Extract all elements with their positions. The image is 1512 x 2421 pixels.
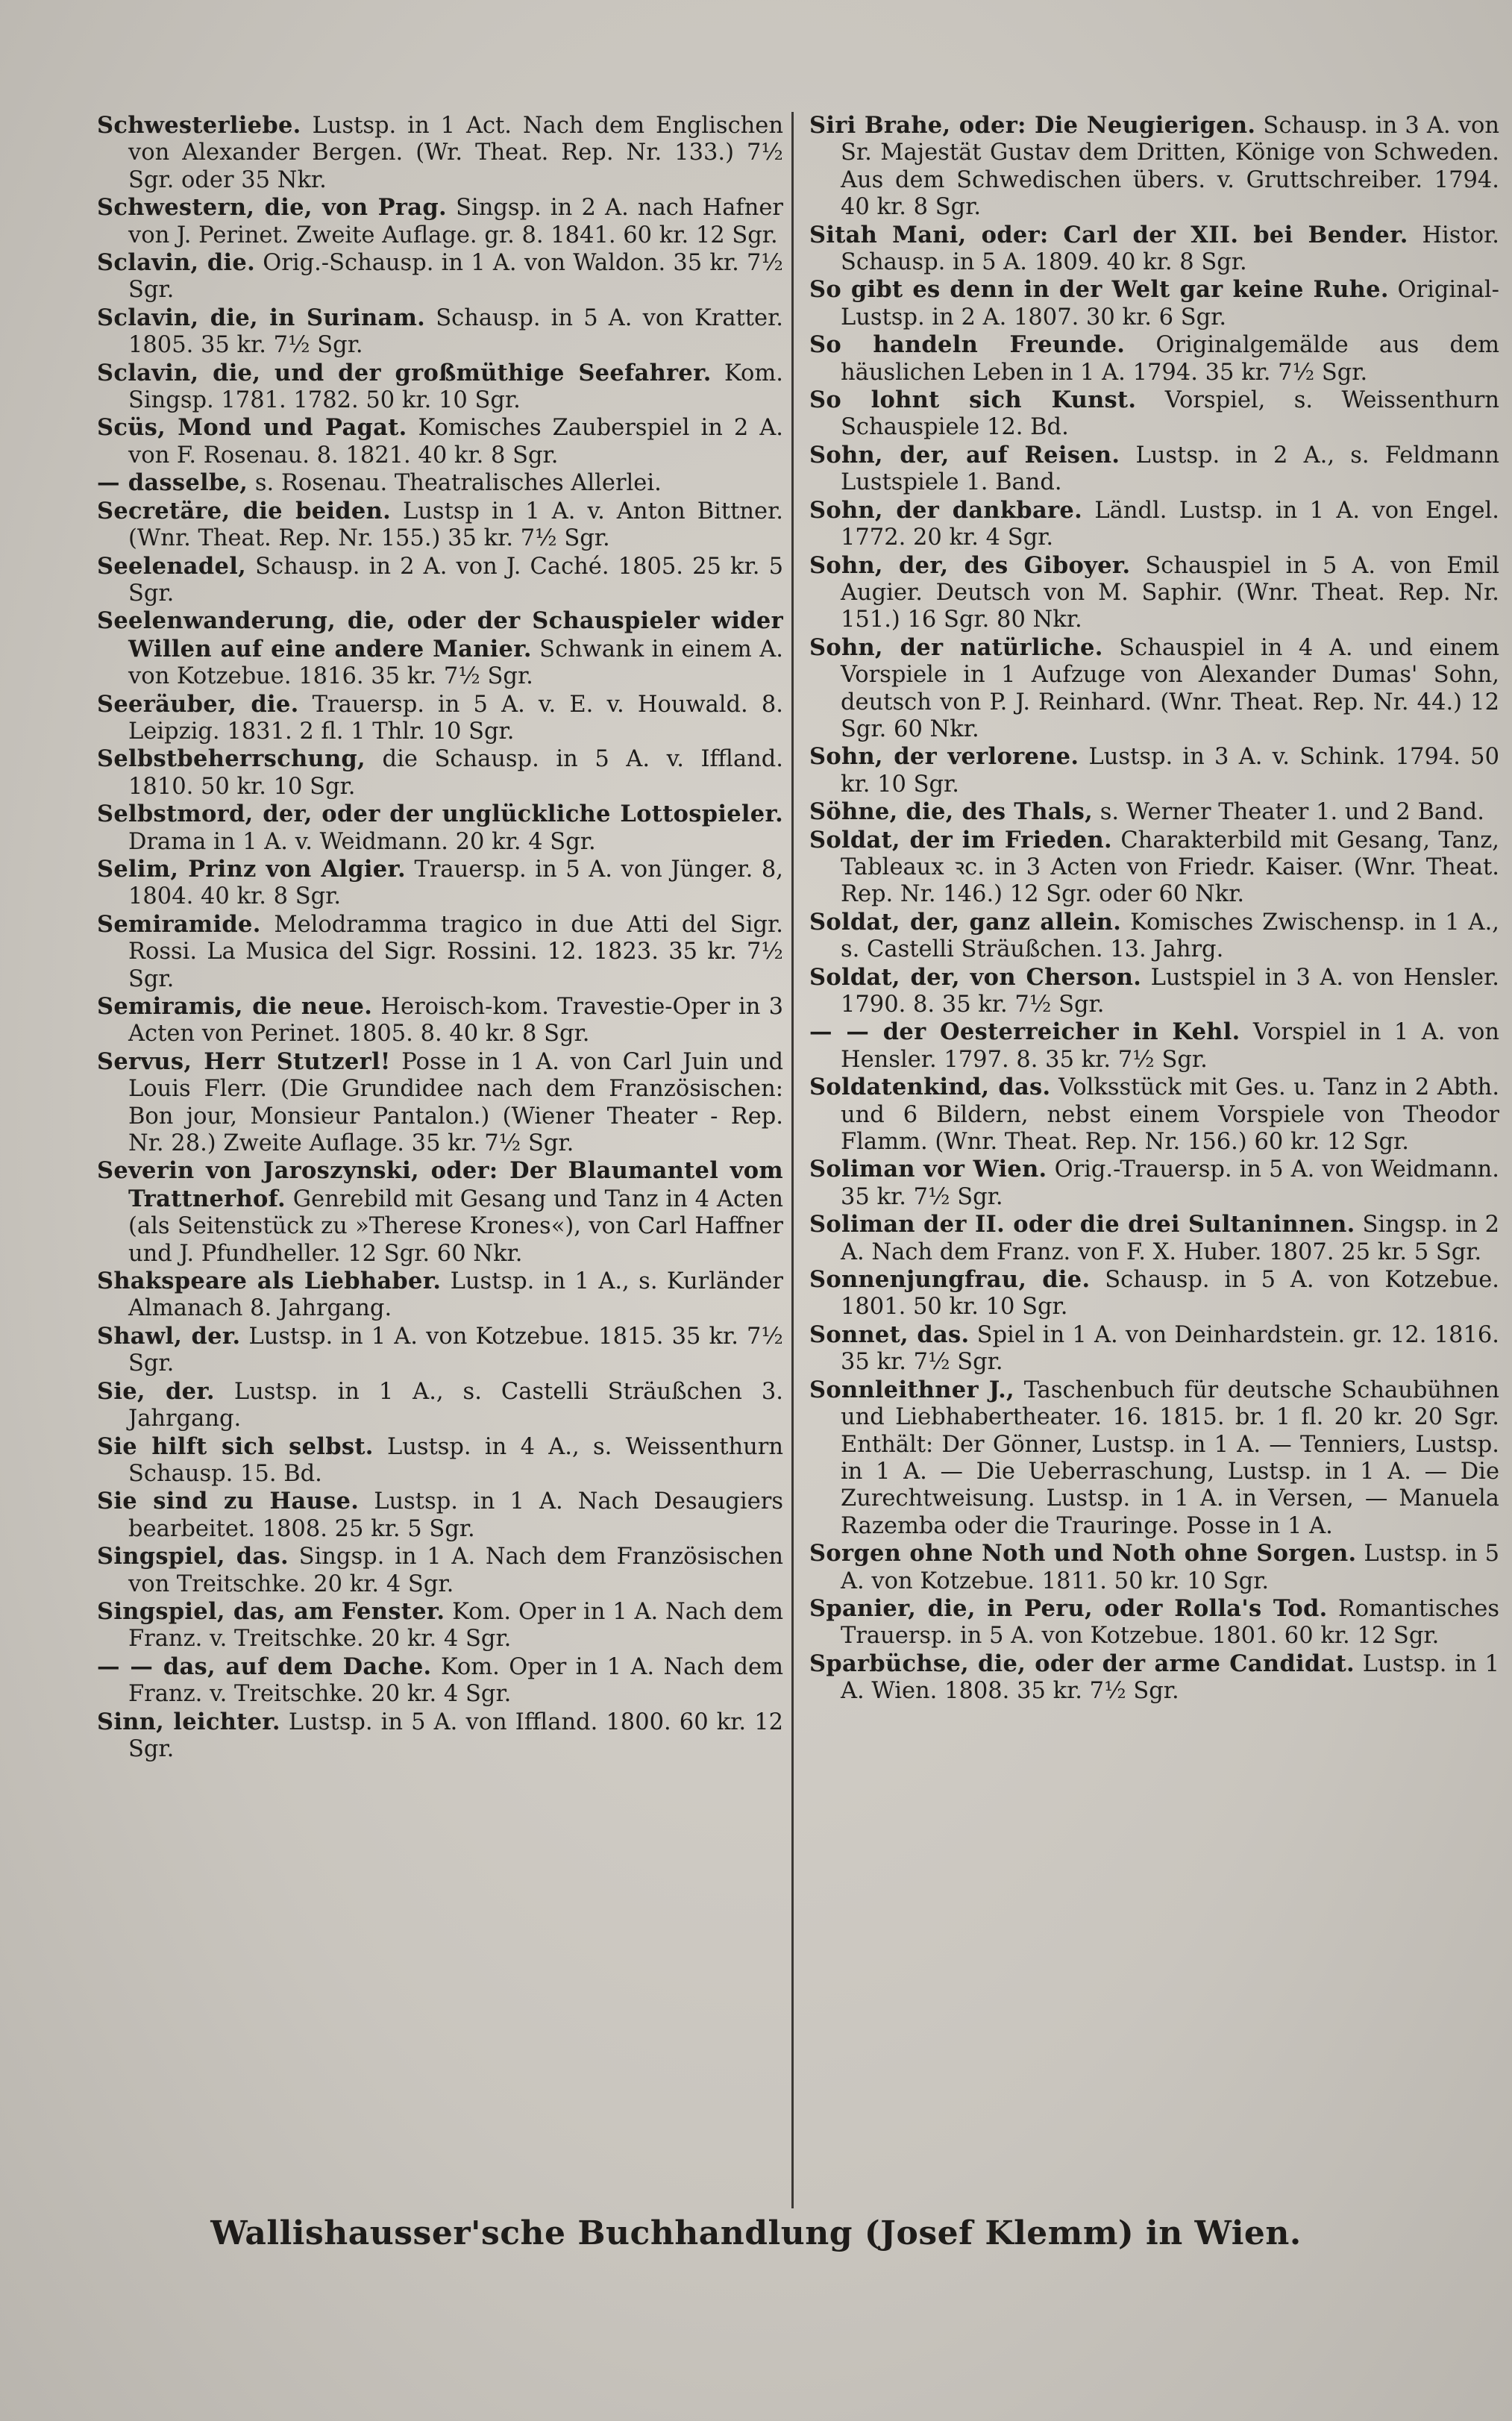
entry-title: Singspiel, das, am Fenster. <box>97 1597 445 1625</box>
entry-title: Spanier, die, in Peru, oder Rolla's Tod. <box>809 1594 1328 1622</box>
entry-details: Melodramma tragico in due Atti del Sigr. Rossi. La Musica del Sigr. Rossini. 12. 1823. 35 kr. 7½ Sgr. <box>128 911 783 992</box>
catalog-entry <box>809 1266 1499 1321</box>
entry-title: Sohn, der natürliche. <box>809 633 1103 661</box>
entry-details: die Schausp. in 5 A. v. Iffland. 1810. 50 kr. 10 Sgr. <box>128 746 783 800</box>
entry-title: Shakspeare als Liebhaber. <box>97 1268 442 1295</box>
catalog-entry <box>97 1598 783 1653</box>
entry-details: Genrebild mit Gesang und Tanz in 4 Acten (als Seitenstück zu »Therese Krones«), von Carl Haffner und J. Pfundheller. 12 Sgr. 60 Nkr. <box>128 1186 783 1267</box>
entry-details: Vorspiel, s. Weissenthurn Schauspiele 12. Bd. <box>841 387 1499 441</box>
entry-title: Selbstmord, der, oder der unglückliche Lottospieler. <box>97 801 783 828</box>
entry-title: Soliman der II. oder die drei Sultaninnen. <box>809 1211 1355 1238</box>
entry-title: — — das, auf dem Dache. <box>97 1653 432 1680</box>
entry-title: Sohn, der dankbare. <box>809 496 1082 524</box>
entry-title: Söhne, die, des Thals, <box>809 798 1094 826</box>
catalog-entry <box>809 1540 1499 1595</box>
left-column <box>97 112 783 1763</box>
entry-details: Schausp. in 2 A. von J. Caché. 1805. 25 kr. 5 Sgr. <box>128 553 783 607</box>
entry-title: Sonnleithner J., <box>809 1376 1014 1403</box>
catalog-entry <box>809 386 1499 442</box>
entry-title: So gibt es denn in der Welt gar keine Ruhe. <box>809 276 1389 304</box>
entry-details: Kom. Oper in 1 A. Nach dem Franz. v. Treitschke. 20 kr. 4 Sgr. <box>128 1653 783 1708</box>
entry-details: Spiel in 1 A. von Deinhardstein. gr. 12. 1816. 35 kr. 7½ Sgr. <box>841 1321 1499 1376</box>
entry-details: Charakterbild mit Gesang, Tanz, Tableaux ꝛc. in 3 Acten von Friedr. Kaiser. (Wnr. Theat. Rep. Nr. 146.) 12 Sgr. oder 60 Nkr. <box>841 827 1499 908</box>
entry-details: Komisches Zwischensp. in 1 A., s. Castelli Sträußchen. 13. Jahrg. <box>841 909 1499 963</box>
entry-title: Sonnenjungfrau, die. <box>809 1266 1091 1294</box>
catalog-entry <box>97 304 783 360</box>
catalog-entry <box>97 1378 783 1433</box>
catalog-entry <box>97 194 783 249</box>
catalog-entry <box>97 993 783 1048</box>
entry-details: Orig.-Trauersp. in 5 A. von Weidmann. 35 kr. 7½ Sgr. <box>841 1156 1499 1210</box>
entry-details: Orig.-Schausp. in 1 A. von Waldon. 35 kr. 7½ Sgr. <box>128 250 783 304</box>
entry-title: Selbstbeherrschung, <box>97 745 366 773</box>
catalog-entry <box>809 1156 1499 1211</box>
entry-details: Original-Lustsp. in 2 A. 1807. 30 kr. 6 Sgr. <box>841 277 1499 331</box>
entry-title: Sie hilft sich selbst. <box>97 1432 374 1460</box>
entry-details: Originalgemälde aus dem häuslichen Leben in 1 A. 1794. 35 kr. 7½ Sgr. <box>841 332 1500 386</box>
catalog-entry <box>97 414 783 469</box>
entry-details: Trauersp. in 5 A. von Jünger. 8, 1804. 40 kr. 8 Sgr. <box>128 856 783 910</box>
entry-details: Lustspiel in 3 A. von Hensler. 1790. 8. 35 kr. 7½ Sgr. <box>841 964 1499 1018</box>
entry-details: Kom. Singsp. 1781. 1782. 50 kr. 10 Sgr. <box>128 360 783 414</box>
column-divider <box>791 112 794 2208</box>
catalog-entry <box>97 911 783 993</box>
entry-details: Singsp. in 2 A. nach Hafner von J. Perinet. Zweite Auflage. gr. 8. 1841. 60 kr. 12 Sgr. <box>128 195 783 248</box>
entry-details: Lustsp. in 1 A., s. Kurländer Almanach 8. Jahrgang. <box>128 1268 783 1322</box>
entry-title: Sie, der. <box>97 1377 215 1405</box>
catalog-entry <box>97 469 783 497</box>
entry-title: Siri Brahe, oder: Die Neugierigen. <box>809 112 1256 139</box>
entry-title: Semiramis, die neue. <box>97 993 373 1020</box>
catalog-entry <box>97 856 783 911</box>
catalog-entry <box>97 607 783 690</box>
entry-title: Seelenadel, <box>97 552 247 580</box>
catalog-entry <box>97 691 783 746</box>
entry-title: Schwestern, die, von Prag. <box>97 194 447 222</box>
catalog-entry <box>809 798 1499 826</box>
entry-title: — dasselbe, <box>97 469 248 497</box>
catalog-entry <box>97 498 783 553</box>
entry-title: — — der Oesterreicher in Kehl. <box>809 1018 1240 1046</box>
entry-details: Singsp. in 2 A. Nach dem Franz. von F. X. Huber. 1807. 25 kr. 5 Sgr. <box>841 1212 1499 1265</box>
catalog-entry <box>97 553 783 608</box>
entry-details: Schwank in einem A. von Kotzebue. 1816. 35 kr. 7½ Sgr. <box>128 636 783 690</box>
entry-details: Romantisches Trauersp. in 5 A. von Kotzebue. 1801. 60 kr. 12 Sgr. <box>841 1595 1499 1650</box>
entry-details: Schausp. in 3 A. von Sr. Majestät Gustav dem Dritten, Könige von Schweden. Aus dem Schwedischen übers. v. Gruttschreiber. 1794. 40 kr. 8 Sgr. <box>841 113 1500 221</box>
entry-details: Lustsp. in 1 A. von Kotzebue. 1815. 35 kr. 7½ Sgr. <box>128 1323 783 1377</box>
entry-title: So handeln Freunde. <box>809 331 1126 359</box>
bleed-through-shadow <box>0 2268 1512 2387</box>
entry-title: Shawl, der. <box>97 1322 241 1350</box>
catalog-entry <box>97 1268 783 1323</box>
catalog-entry <box>809 1650 1499 1706</box>
catalog-entry <box>97 1433 783 1488</box>
entry-title: Soldat, der im Frieden. <box>809 826 1112 854</box>
entry-title: Secretäre, die beiden. <box>97 497 392 524</box>
right-column <box>809 112 1499 1706</box>
entry-title: Soldat, der, ganz allein. <box>809 908 1122 936</box>
entry-details: Lustsp. in 2 A., s. Feldmann Lustspiele 1. Band. <box>841 442 1500 496</box>
entry-title: Soldatenkind, das. <box>809 1074 1051 1101</box>
catalog-entry <box>809 1321 1499 1377</box>
catalog-entry <box>809 827 1499 909</box>
entry-title: Singspiel, das. <box>97 1543 289 1570</box>
entry-title: Sohn, der, auf Reisen. <box>809 441 1120 469</box>
entry-details: Lustsp. in 3 A. v. Schink. 1794. 50 kr. 10 Sgr. <box>841 744 1499 798</box>
entry-title: Servus, Herr Stutzerl! <box>97 1047 391 1075</box>
catalog-entry <box>809 497 1499 552</box>
catalog-entry <box>809 634 1499 744</box>
entry-details: Lustsp. in 5 A. von Kotzebue. 1811. 50 kr. 10 Sgr. <box>841 1541 1499 1594</box>
entry-title: Semiramide. <box>97 910 261 938</box>
entry-details: Komisches Zauberspiel in 2 A. von F. Rosenau. 8. 1821. 40 kr. 8 Sgr. <box>128 415 783 469</box>
entry-details: Trauersp. in 5 A. v. E. v. Houwald. 8. Leipzig. 1831. 2 fl. 1 Thlr. 10 Sgr. <box>128 691 783 745</box>
catalog-entry <box>97 1048 783 1158</box>
catalog-entry <box>809 331 1499 386</box>
catalog-entry <box>809 1595 1499 1650</box>
catalog-entry <box>97 360 783 415</box>
entry-details: Schauspiel in 4 A. und einem Vorspiele in 1 Aufzuge von Alexander Dumas' Sohn, deutsch von P. J. Reinhard. (Wnr. Theat. Rep. Nr. 44.) 12 Sgr. 60 Nkr. <box>841 634 1499 742</box>
catalog-entry <box>809 909 1499 964</box>
entry-details: Ländl. Lustsp. in 1 A. von Engel. 1772. 20 kr. 4 Sgr. <box>841 497 1499 551</box>
entry-title: Seelenwanderung, die, oder der Schauspieler wider Willen auf eine andere Manier. <box>97 607 783 663</box>
entry-details: Posse in 1 A. von Carl Juin und Louis Flerr. (Die Grundidee nach dem Französischen: Bon jour, Monsieur Pantalon.) (Wiener Theater - Rep. Nr. 28.) Zweite Auflage. 35 kr. 7½ Sgr. <box>128 1048 784 1157</box>
catalog-entry <box>809 276 1499 331</box>
entry-title: Sorgen ohne Noth und Noth ohne Sorgen. <box>809 1540 1357 1567</box>
entry-title: Soldat, der, von Cherson. <box>809 963 1142 991</box>
entry-title: So lohnt sich Kunst. <box>809 386 1137 414</box>
entry-title: Sohn, der, des Giboyer. <box>809 551 1131 579</box>
entry-details: Lustsp. in 4 A., s. Weissenthurn Schausp. 15. Bd. <box>128 1433 783 1487</box>
catalog-entry <box>809 1074 1499 1156</box>
entry-title: Selim, Prinz von Algier. <box>97 855 406 883</box>
catalog-entry <box>809 743 1499 798</box>
entry-title: Sohn, der verlorene. <box>809 743 1079 771</box>
entry-details: Singsp. in 1 A. Nach dem Französischen von Treitschke. 20 kr. 4 Sgr. <box>128 1544 783 1597</box>
entry-details: Lustsp in 1 A. v. Anton Bittner. (Wnr. Theat. Rep. Nr. 155.) 35 kr. 7½ Sgr. <box>128 498 784 552</box>
catalog-entry <box>97 1653 783 1709</box>
catalog-entry <box>809 112 1499 222</box>
entry-title: Sclavin, die, in Surinam. <box>97 304 426 331</box>
catalog-entry <box>809 222 1499 277</box>
entry-title: Sclavin, die. <box>97 249 256 277</box>
entry-details: Lustsp. in 1 A. Nach Desaugiers bearbeitet. 1808. 25 kr. 5 Sgr. <box>128 1488 783 1542</box>
catalog-entry <box>97 1323 783 1378</box>
entry-details: Taschenbuch für deutsche Schaubühnen und Liebhabertheater. 16. 1815. br. 1 fl. 20 kr. 20 Sgr. Enthält: Der Gönner, Lustsp. in 1 A. — Tenniers, Lustsp. in 1 A. — Die Ueberraschung, Lustsp. in 1 A. — Die Zurechtweisung. Lustsp. in 1 A. in Versen, — Manuela Razemba oder die Trauringe. Posse in 1 A. <box>841 1377 1500 1539</box>
entry-details: Lustsp. in 1 Act. Nach dem Englischen von Alexander Bergen. (Wr. Theat. Rep. Nr. 133.) 7½ Sgr. oder 35 Nkr. <box>128 113 783 193</box>
catalog-entry <box>97 745 783 801</box>
catalog-entry <box>809 1018 1499 1074</box>
entry-title: Sitah Mani, oder: Carl der XII. bei Bender. <box>809 221 1408 248</box>
entry-details: Schauspiel in 5 A. von Emil Augier. Deutsch von M. Saphir. (Wnr. Theat. Rep. Nr. 151.) 16 Sgr. 80 Nkr. <box>841 552 1499 633</box>
catalog-entry <box>97 112 783 194</box>
entry-title: Scüs, Mond und Pagat. <box>97 414 407 442</box>
entry-details: Lustsp. in 1 A., s. Castelli Sträußchen 3. Jahrgang. <box>128 1378 783 1432</box>
entry-title: Seeräuber, die. <box>97 690 299 718</box>
catalog-entry <box>97 249 783 304</box>
entry-title: Schwesterliebe. <box>97 112 301 139</box>
entry-title: Severin von Jaroszynski, oder: Der Blaumantel vom Trattnerhof. <box>97 1157 783 1212</box>
entry-details: s. Werner Theater 1. und 2 Band. <box>1100 799 1484 826</box>
catalog-entry <box>97 801 783 856</box>
entry-title: Sonnet, das. <box>809 1321 970 1348</box>
catalog-entry <box>809 964 1499 1019</box>
entry-details: Vorspiel in 1 A. von Hensler. 1797. 8. 35 kr. 7½ Sgr. <box>841 1019 1499 1073</box>
entry-details: Lustsp. in 5 A. von Iffland. 1800. 60 kr. 12 Sgr. <box>128 1709 783 1762</box>
catalog-entry <box>809 1377 1499 1540</box>
entry-details: Histor. Schausp. in 5 A. 1809. 40 kr. 8 Sgr. <box>841 222 1500 276</box>
entry-title: Sparbüchse, die, oder der arme Candidat. <box>809 1650 1355 1677</box>
entry-title: Sclavin, die, und der großmüthige Seefahrer. <box>97 359 712 386</box>
catalog-entry <box>809 442 1499 497</box>
entry-details: Heroisch-kom. Travestie-Oper in 3 Acten von Perinet. 1805. 8. 40 kr. 8 Sgr. <box>128 994 783 1047</box>
entry-title: Sie sind zu Hause. <box>97 1488 360 1515</box>
entry-title: Sinn, leichter. <box>97 1708 280 1735</box>
entry-details: Schausp. in 5 A. von Kotzebue. 1801. 50 kr. 10 Sgr. <box>841 1267 1500 1321</box>
entry-details: Kom. Oper in 1 A. Nach dem Franz. v. Treitschke. 20 kr. 4 Sgr. <box>128 1598 783 1653</box>
catalog-entry <box>97 1488 783 1543</box>
catalog-entry <box>809 1211 1499 1266</box>
entry-details: Schausp. in 5 A. von Kratter. 1805. 35 kr. 7½ Sgr. <box>128 304 783 359</box>
entry-details: s. Rosenau. Theatralisches Allerlei. <box>254 470 662 497</box>
publisher-footer: Wallishausser'sche Buchhandlung (Josef Klemm) in Wien. <box>210 2214 1302 2252</box>
entry-details: Drama in 1 A. v. Weidmann. 20 kr. 4 Sgr. <box>128 828 596 855</box>
entry-details: Volksstück mit Ges. u. Tanz in 2 Abth. und 6 Bildern, nebst einem Vorspiele von Theodor Flamm. (Wnr. Theat. Rep. Nr. 156.) 60 kr. 12 Sgr. <box>841 1074 1500 1156</box>
entry-details: Lustsp. in 1 A. Wien. 1808. 35 kr. 7½ Sgr. <box>841 1650 1499 1705</box>
catalog-entry <box>97 1157 783 1268</box>
catalog-entry <box>97 1543 783 1598</box>
catalog-entry <box>97 1709 783 1764</box>
catalog-entry <box>809 552 1499 634</box>
entry-title: Soliman vor Wien. <box>809 1156 1047 1183</box>
